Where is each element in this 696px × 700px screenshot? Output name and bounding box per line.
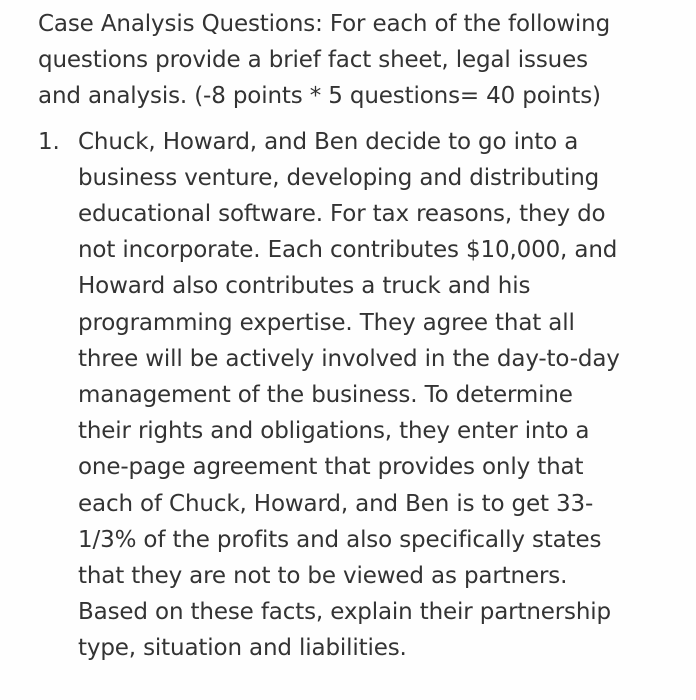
question-line: 1/3% of the profits and also specifically states — [78, 526, 602, 553]
question-line: that they are not to be viewed as partners. — [78, 563, 568, 590]
question-line: not incorporate. Each contributes $10,000, and — [78, 237, 618, 264]
question-line: business venture, developing and distributing — [78, 164, 600, 191]
question-line: programming expertise. They agree that all — [78, 309, 575, 336]
question-line: Based on these facts, explain their partnership — [78, 599, 612, 626]
question-line: educational software. For tax reasons, they do — [78, 201, 606, 228]
question-item — [38, 124, 670, 667]
instructions-line: questions provide a brief fact sheet, legal issues — [38, 47, 588, 74]
instructions-paragraph — [38, 6, 670, 115]
question-line: type, situation and liabilities. — [78, 635, 407, 662]
question-line: management of the business. To determine — [78, 382, 573, 409]
question-line: three will be actively involved in the day-to-day — [78, 345, 620, 372]
question-line: one-page agreement that provides only that — [78, 454, 584, 481]
instructions-line: and analysis. (-8 points * 5 questions= 40 points) — [38, 83, 601, 110]
question-line: Howard also contributes a truck and his — [78, 273, 531, 300]
question-line: their rights and obligations, they enter into a — [78, 418, 590, 445]
question-number: 1. — [38, 128, 60, 155]
instructions-line: Case Analysis Questions: For each of the following — [38, 11, 611, 37]
question-line: each of Chuck, Howard, and Ben is to get 33- — [78, 490, 594, 517]
question-line: Chuck, Howard, and Ben decide to go into a — [78, 128, 579, 155]
